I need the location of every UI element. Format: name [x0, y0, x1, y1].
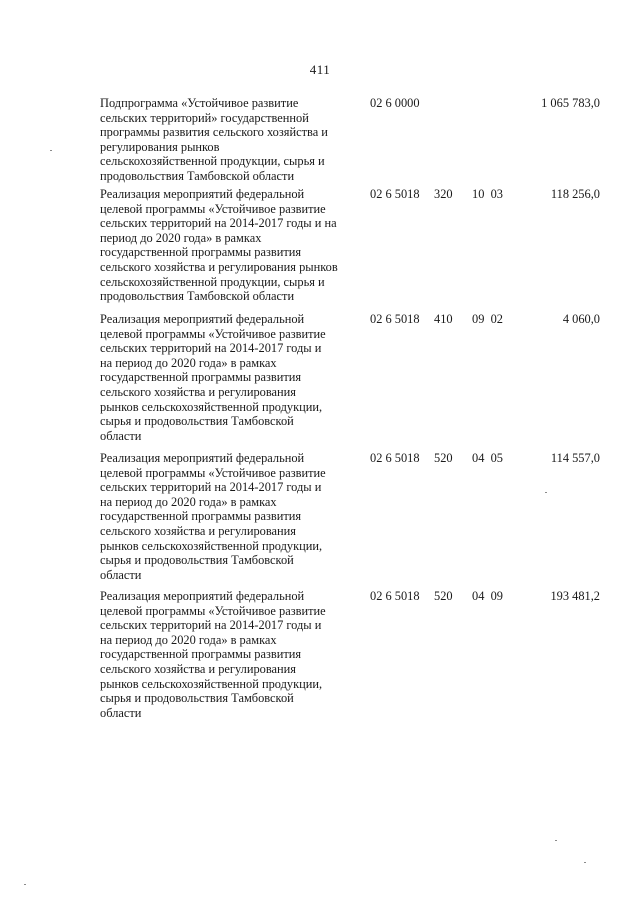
description-line: сельского хозяйства и регулирования [100, 523, 296, 538]
description-line: на период до 2020 года» в рамках [100, 632, 277, 647]
description-line: государственной программы развития [100, 370, 302, 385]
description-line: целевой программы «Устойчивое развитие [100, 603, 326, 618]
section-subsection: 10 03 [472, 187, 503, 201]
row-description [100, 96, 358, 184]
row-description [100, 187, 358, 304]
expense-type-code: 410 [434, 312, 453, 326]
description-line: целевой программы «Устойчивое развитие [100, 465, 326, 480]
description-line: сельскохозяйственной продукции, сырья и [100, 274, 325, 289]
description-line: период до 2020 года» в рамках [100, 230, 262, 245]
description-line: на период до 2020 года» в рамках [100, 355, 277, 370]
description-line: сырья и продовольствия Тамбовской [100, 691, 294, 706]
description-line: Реализация мероприятий федеральной [100, 589, 305, 603]
row-description [100, 312, 358, 443]
amount: 4 060,0 [562, 312, 600, 326]
description-line: сельскохозяйственной продукции, сырья и [100, 154, 325, 169]
expense-type-code: 520 [434, 451, 453, 465]
description-line: Реализация мероприятий федеральной [100, 312, 305, 326]
row-description [100, 451, 358, 582]
description-line: сельского хозяйства и регулирования [100, 384, 296, 399]
description-line: целевой программы «Устойчивое развитие [100, 326, 326, 341]
section-subsection: 04 09 [472, 589, 503, 603]
description-line: рынков сельскохозяйственной продукции, [100, 676, 323, 691]
expense-type-code: 320 [434, 187, 453, 201]
target-code: 02 6 0000 [370, 96, 420, 110]
amount: 1 065 783,0 [541, 96, 600, 110]
scan-speck [24, 884, 26, 885]
scan-speck [50, 150, 52, 151]
description-line: области [100, 705, 142, 720]
section-subsection: 04 05 [472, 451, 503, 465]
target-code: 02 6 5018 [370, 187, 420, 201]
section-subsection: 09 02 [472, 312, 503, 326]
target-code: 02 6 5018 [370, 589, 420, 603]
description-line: рынков сельскохозяйственной продукции, [100, 538, 323, 553]
description-line: сырья и продовольствия Тамбовской [100, 414, 294, 429]
description-line: Реализация мероприятий федеральной [100, 451, 305, 465]
description-line: области [100, 428, 142, 443]
description-line: целевой программы «Устойчивое развитие [100, 201, 326, 216]
description-line: Подпрограмма «Устойчивое развитие [100, 96, 299, 110]
description-line: государственной программы развития [100, 509, 302, 524]
description-line: на период до 2020 года» в рамках [100, 494, 277, 509]
expense-type-code: 520 [434, 589, 453, 603]
description-line: сельских территорий на 2014-2017 годы и [100, 480, 322, 495]
description-line: продовольствия Тамбовской области [100, 289, 295, 304]
amount: 193 481,2 [550, 589, 600, 603]
description-line: Реализация мероприятий федеральной [100, 187, 305, 201]
description-line: сельских территорий на 2014-2017 годы и [100, 618, 322, 633]
description-line: продовольствия Тамбовской области [100, 168, 295, 183]
scan-speck [545, 492, 547, 493]
description-line: государственной программы развития [100, 647, 302, 662]
amount: 114 557,0 [550, 451, 600, 465]
description-line: сельского хозяйства и регулирования [100, 661, 296, 676]
description-line: области [100, 567, 142, 582]
row-description [100, 589, 358, 720]
description-line: регулирования рынков [100, 139, 220, 154]
scan-speck [584, 862, 586, 863]
target-code: 02 6 5018 [370, 451, 420, 465]
description-line: государственной программы развития [100, 245, 302, 260]
description-line: сырья и продовольствия Тамбовской [100, 553, 294, 568]
target-code: 02 6 5018 [370, 312, 420, 326]
description-line: программы развития сельского хозяйства и [100, 125, 328, 140]
amount: 118 256,0 [550, 187, 600, 201]
description-line: сельских территорий» государственной [100, 110, 309, 125]
description-line: сельских территорий на 2014-2017 годы и на [100, 216, 337, 231]
description-line: сельского хозяйства и регулирования рынков [100, 259, 338, 274]
description-line: рынков сельскохозяйственной продукции, [100, 399, 323, 414]
page-number: 411 [309, 62, 331, 77]
description-line: сельских территорий на 2014-2017 годы и [100, 341, 322, 356]
scan-speck [555, 840, 557, 841]
